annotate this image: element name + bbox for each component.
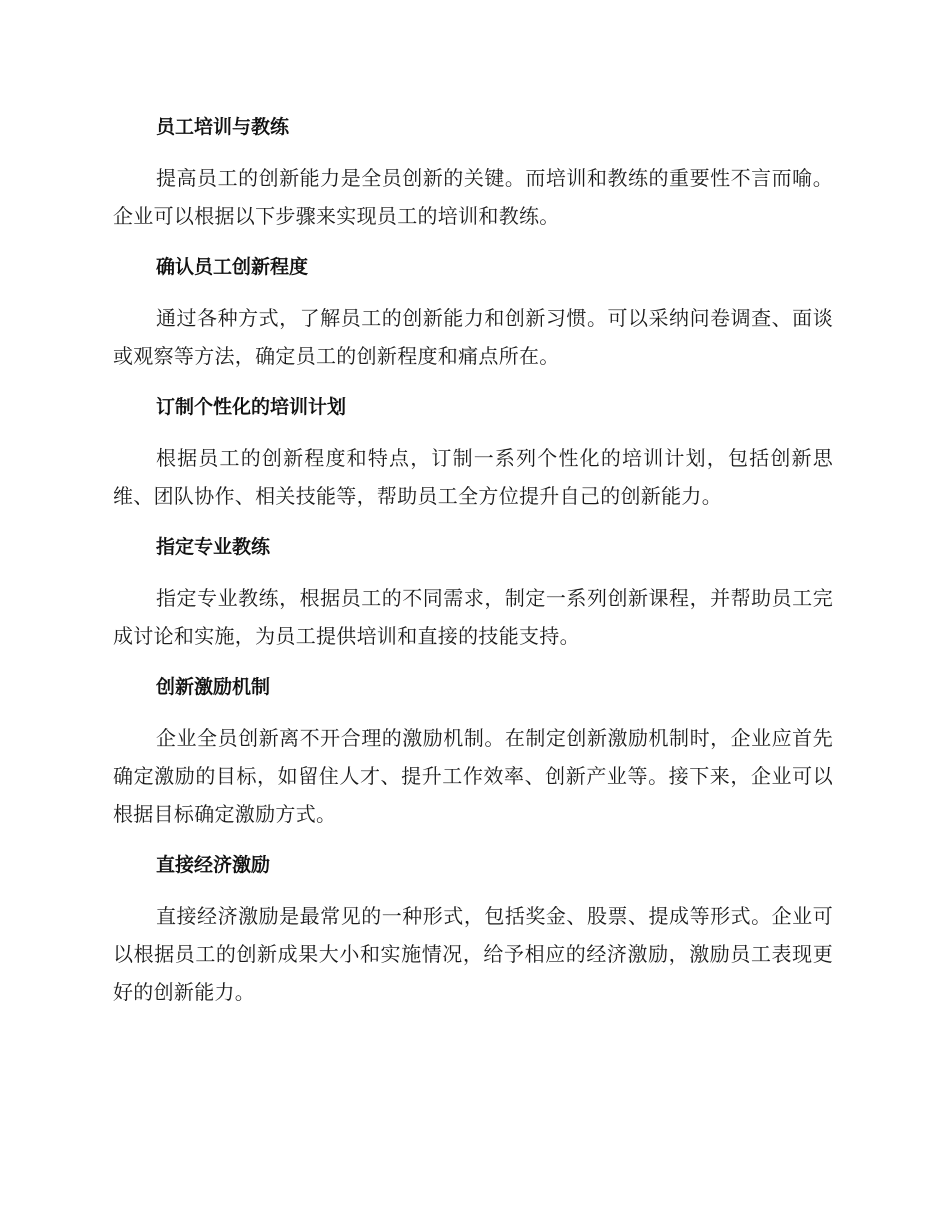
section-paragraph-coach: 指定专业教练，根据员工的不同需求，制定一系列创新课程，并帮助员工完成讨论和实施，为员工提供培训和直接的技能支持。 (113, 586, 833, 648)
section-paragraph-custom-plan: 根据员工的创新程度和特点，订制一系列个性化的培训计划，包括创新思维、团队协作、相关技能等，帮助员工全方位提升自己的创新能力。 (113, 446, 833, 508)
section-paragraph-assess-innovation: 通过各种方式，了解员工的创新能力和创新习惯。可以采纳问卷调查、面谈或观察等方法，确定员工的创新程度和痛点所在。 (113, 306, 833, 368)
section-heading-assess-innovation: 确认员工创新程度 (156, 256, 309, 278)
section-heading-economic-incentive: 直接经济激励 (156, 854, 271, 876)
section-heading-incentive-mechanism: 创新激励机制 (156, 676, 271, 698)
section-heading-training: 员工培训与教练 (156, 116, 290, 138)
section-paragraph-economic-incentive: 直接经济激励是最常见的一种形式，包括奖金、股票、提成等形式。企业可以根据员工的创新成果大小和实施情况，给予相应的经济激励，激励员工表现更好的创新能力。 (113, 904, 833, 1004)
section-heading-custom-plan: 订制个性化的培训计划 (156, 396, 347, 418)
section-paragraph-training: 提高员工的创新能力是全员创新的关键。而培训和教练的重要性不言而喻。企业可以根据以下步骤来实现员工的培训和教练。 (113, 166, 833, 228)
section-heading-coach: 指定专业教练 (156, 536, 271, 558)
document-content (113, 108, 833, 1024)
section-paragraph-incentive-mechanism: 企业全员创新离不开合理的激励机制。在制定创新激励机制时，企业应首先确定激励的目标，如留住人才、提升工作效率、创新产业等。接下来，企业可以根据目标确定激励方式。 (113, 726, 833, 826)
